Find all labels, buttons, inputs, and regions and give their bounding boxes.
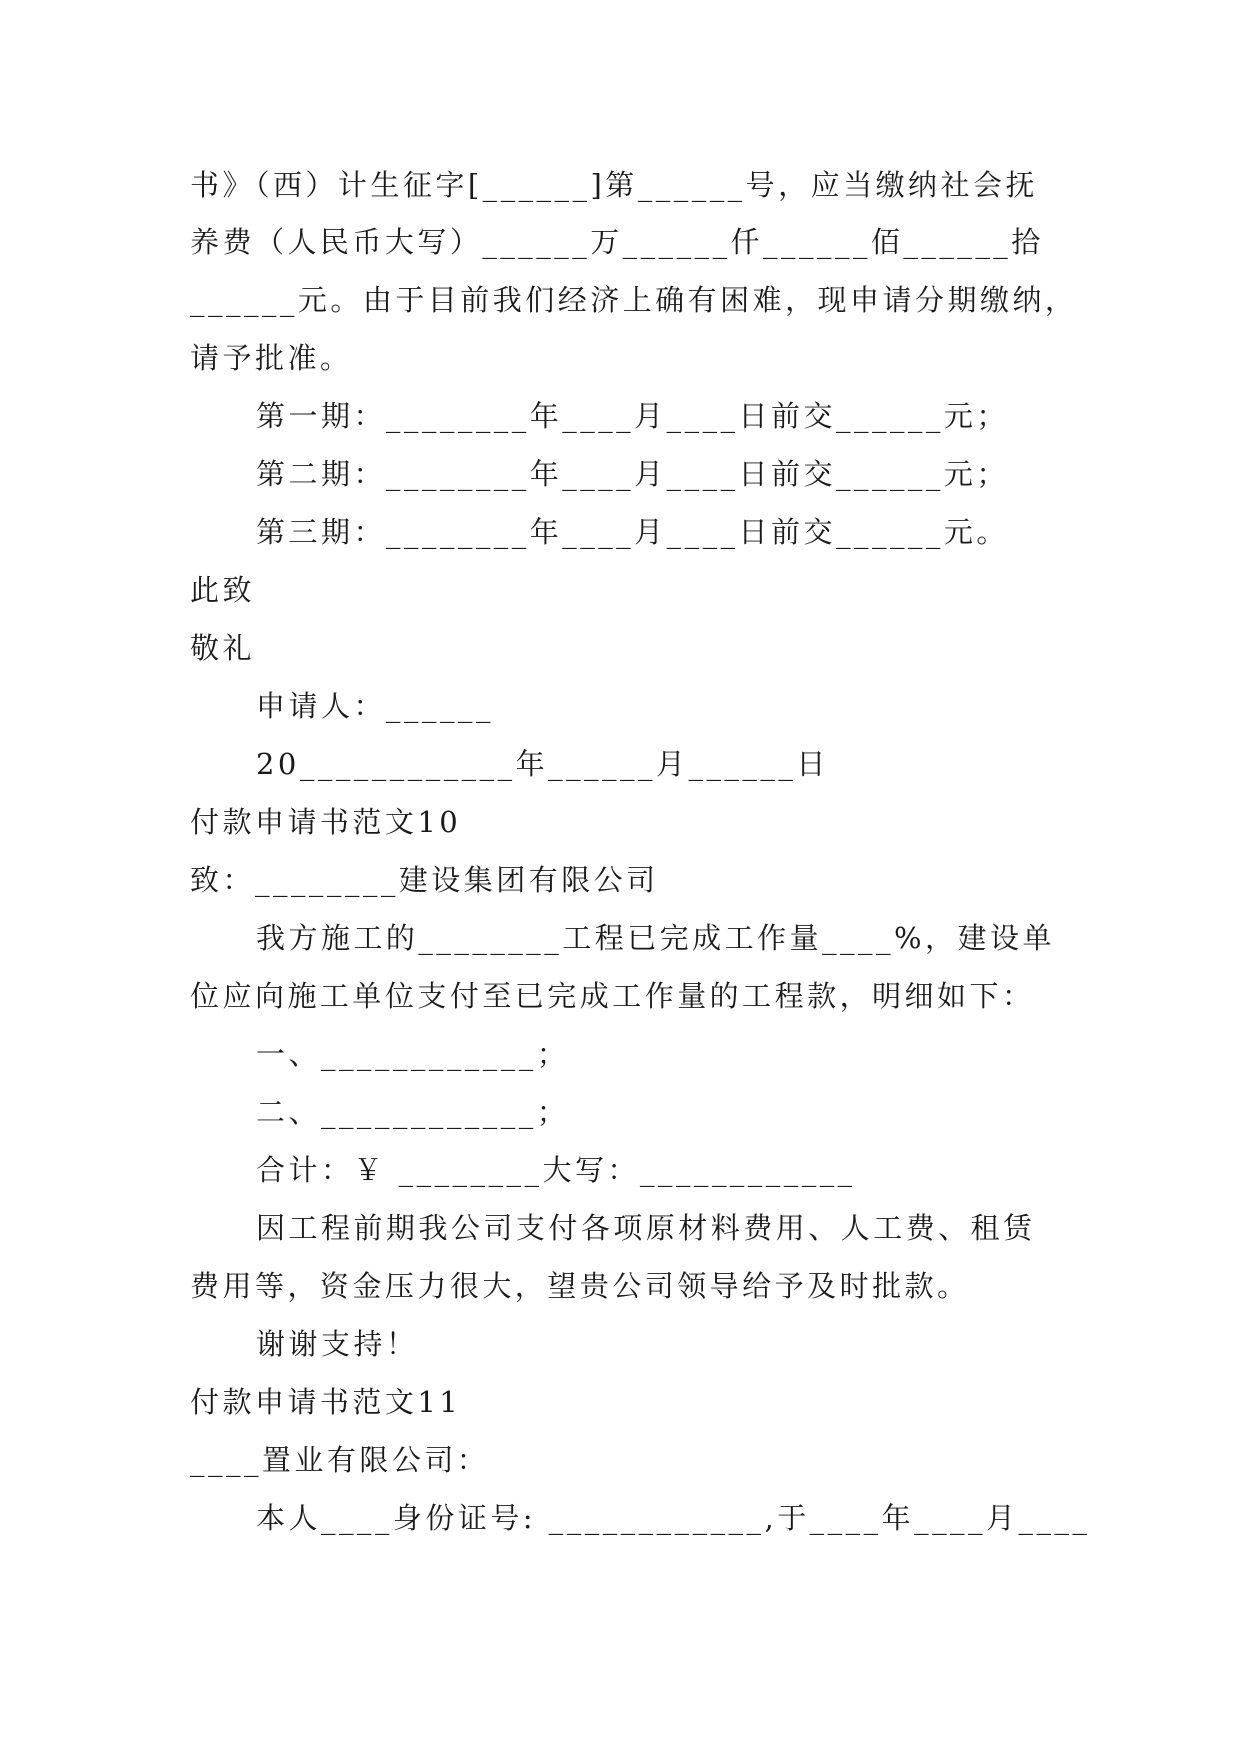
section-title-11: 付款申请书范文11 — [190, 1385, 462, 1419]
addressee-11: ____置业有限公司： — [190, 1443, 490, 1477]
signature-date: 20____________年______月______日 — [256, 747, 829, 781]
body-line-2: 位应向施工单位支付至已完成工作量的工程款，明细如下： — [190, 979, 1035, 1013]
total-line: 合计：￥ ________大写：____________ — [256, 1153, 856, 1187]
paragraph-line-1: 书》（西）计生征字[______]第______号，应当缴纳社会抚 — [190, 168, 1038, 202]
installment-3: 第三期：________年____月____日前交______元。 — [256, 515, 1009, 549]
body-line-1: 我方施工的________工程已完成工作量____%，建设单 — [256, 921, 1055, 955]
closing-regards: 敬礼 — [190, 631, 255, 665]
detail-item-2: 二、____________； — [256, 1095, 570, 1129]
paragraph-line-4: 请予批准。 — [190, 341, 353, 375]
detail-item-1: 一、____________； — [256, 1037, 570, 1071]
body-line-11-1: 本人____身份证号: ____________,于____年____月____ — [256, 1501, 1091, 1535]
applicant-signature: 申请人：______ — [256, 689, 494, 723]
reason-line-2: 费用等，资金压力很大，望贵公司领导给予及时批款。 — [190, 1269, 970, 1303]
paragraph-line-2: 养费（人民币大写）______万______仟______佰______拾 — [190, 225, 1044, 259]
addressee: 致：________建设集团有限公司 — [190, 863, 659, 897]
installment-2: 第二期：________年____月____日前交______元； — [256, 457, 1009, 491]
reason-line-1: 因工程前期我公司支付各项原材料费用、人工费、租赁 — [256, 1211, 1036, 1245]
section-title-10: 付款申请书范文10 — [190, 805, 462, 839]
paragraph-line-3: ______元。由于目前我们经济上确有困难，现申请分期缴纳， — [190, 283, 1078, 317]
closing-salutation: 此致 — [190, 573, 255, 607]
thanks-line: 谢谢支持！ — [256, 1327, 419, 1361]
installment-1: 第一期：________年____月____日前交______元； — [256, 399, 1009, 433]
